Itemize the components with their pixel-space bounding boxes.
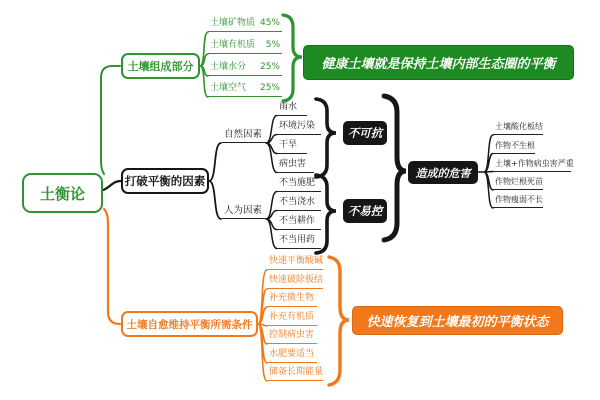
leaf-human-2[interactable]: 不当耕作 <box>277 217 321 230</box>
tag-hard-to-control[interactable]: 不易控 <box>343 199 387 223</box>
leaf-harm-1[interactable]: 作物不生根 <box>493 142 535 154</box>
leaf-selfheal-0[interactable]: 快速平衡酸碱 <box>267 258 323 270</box>
leaf-selfheal-2[interactable]: 补充微生物 <box>267 295 317 307</box>
leaf-harm-0[interactable]: 土壤酸化板结 <box>493 123 543 135</box>
connector-root-breaking <box>103 181 121 190</box>
leaf-natural-2[interactable]: 干旱 <box>277 141 307 154</box>
root-topic[interactable]: 土衡论 <box>22 173 103 213</box>
brace-natural-icon <box>316 99 336 177</box>
leaf-value: 25% <box>259 83 280 93</box>
leaf-label: 土壤空气 <box>210 83 247 93</box>
connector-natural-items <box>266 116 277 173</box>
note-selfheal[interactable]: 快速恢复到土壤最初的平衡状态 <box>352 306 563 335</box>
connector-breaking-factors <box>209 143 221 219</box>
connector-composition-items <box>200 32 208 97</box>
leaf-composition-0[interactable] <box>208 19 282 32</box>
leaf-human-3[interactable]: 不当用药 <box>277 236 321 249</box>
leaf-harm-2[interactable]: 土壤+作物病虫害严重 <box>493 160 571 172</box>
leaf-selfheal-6[interactable]: 储备长期能量 <box>267 369 323 381</box>
leaf-composition-1[interactable] <box>208 41 282 54</box>
leaf-value: 5% <box>265 40 280 50</box>
leaf-selfheal-5[interactable]: 水肥要适当 <box>267 351 317 363</box>
leaf-natural-1[interactable]: 环境污染 <box>277 122 321 135</box>
leaf-harm-4[interactable]: 作物瘦弱不长 <box>493 196 543 208</box>
topic-selfheal[interactable]: 土壤自愈维持平衡所需条件 <box>121 311 258 337</box>
leaf-human-label[interactable]: 人为因素 <box>222 206 266 219</box>
leaf-natural-label[interactable]: 自然因素 <box>222 130 266 143</box>
connector-selfheal-items <box>258 270 267 381</box>
leaf-composition-3[interactable] <box>208 84 282 97</box>
leaf-harm-3[interactable]: 作物烂根死苗 <box>493 178 543 190</box>
leaf-selfheal-4[interactable]: 控制病虫害 <box>267 332 317 344</box>
leaf-selfheal-3[interactable]: 补充有机质 <box>267 314 317 326</box>
leaf-human-1[interactable]: 不当浇水 <box>277 198 321 211</box>
leaf-composition-2[interactable] <box>208 63 282 76</box>
leaf-natural-3[interactable]: 病虫害 <box>277 160 314 173</box>
brace-harm-icon <box>384 96 406 240</box>
leaf-value: 25% <box>259 62 280 72</box>
connector-root-composition <box>101 66 120 174</box>
brace-composition-icon <box>283 15 302 101</box>
connector-harm-items <box>478 135 493 208</box>
connector-root-selfheal <box>104 209 120 324</box>
leaf-value: 45% <box>259 18 280 28</box>
leaf-label: 土壤有机质 <box>210 40 256 50</box>
leaf-label: 土壤矿物质 <box>210 18 256 28</box>
note-composition[interactable]: 健康土壤就是保持土壤内部生态圈的平衡 <box>303 45 574 80</box>
tag-harm-caused[interactable]: 造成的危害 <box>408 161 478 184</box>
brace-selfheal-icon <box>329 257 349 385</box>
leaf-human-0[interactable]: 不当施肥 <box>277 179 321 192</box>
leaf-selfheal-1[interactable]: 快速破除板结 <box>267 277 323 289</box>
topic-breaking[interactable]: 打破平衡的因素 <box>121 168 209 194</box>
tag-unavoidable[interactable]: 不可抗 <box>343 121 387 145</box>
leaf-label: 土壤水分 <box>210 62 247 72</box>
leaf-natural-0[interactable]: 雨水 <box>277 103 307 116</box>
topic-composition[interactable]: 土壤组成部分 <box>121 53 200 79</box>
connector-human-items <box>266 192 277 249</box>
